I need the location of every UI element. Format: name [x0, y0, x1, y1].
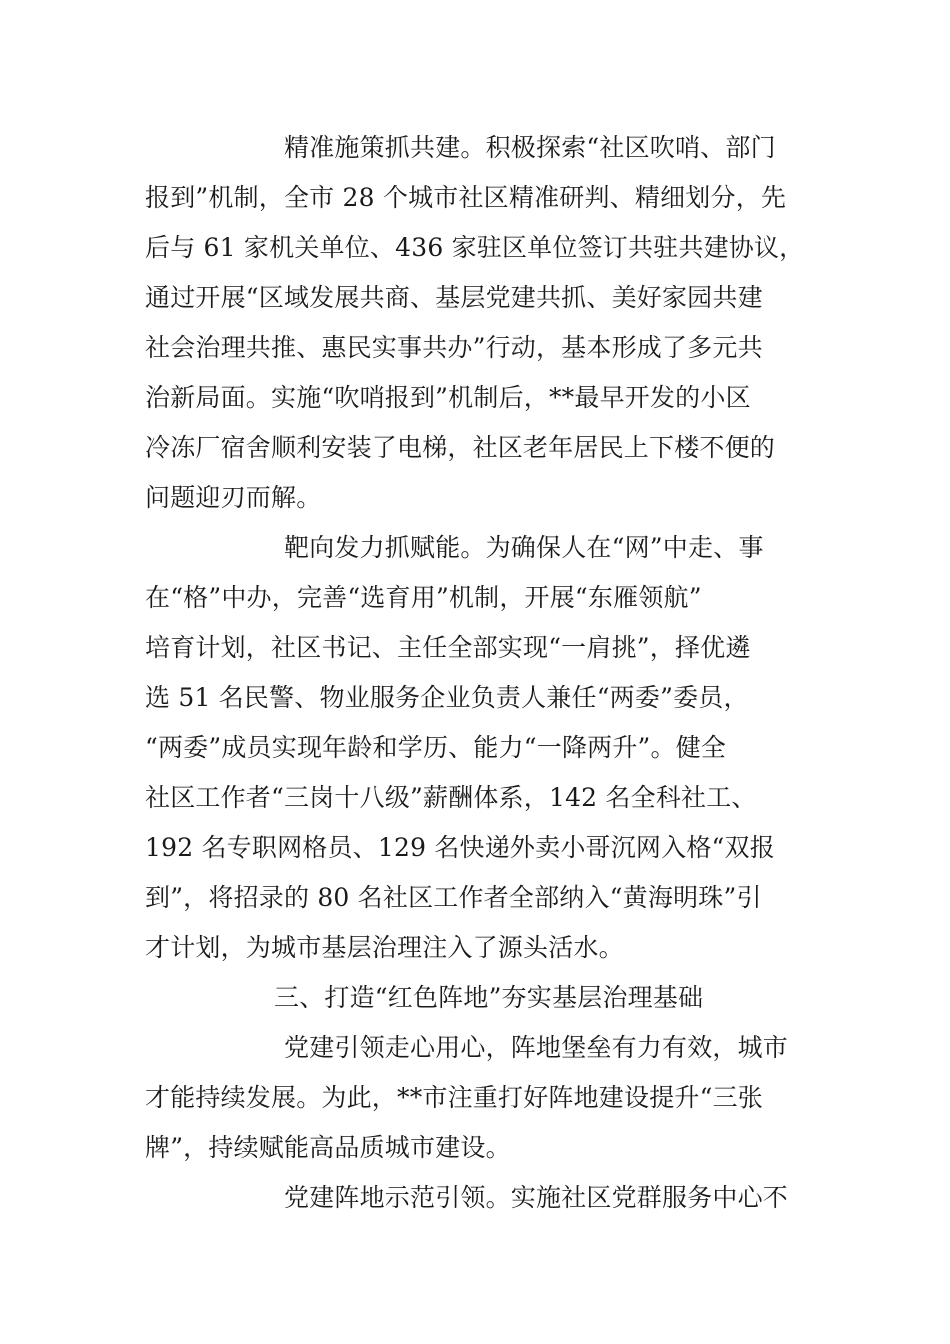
paragraph-1-line-7: 冷冻厂宿舍顺利安装了电梯，社区老年居民上下楼不便的	[145, 433, 776, 462]
paragraph-2-line-8: 到”，将招录的 80 名社区工作者全部纳入“黄海明珠”引	[145, 883, 762, 912]
paragraph-4-line-1: 党建阵地示范引领。实施社区党群服务中心不	[284, 1183, 789, 1212]
paragraph-2-line-7: 192 名专职网格员、129 名快递外卖小哥沉网入格“双报	[145, 833, 775, 862]
section-heading: 三、打造“红色阵地”夯实基层治理基础	[274, 983, 704, 1012]
paragraph-1-line-5: 社会治理共推、惠民实事共办”行动，基本形成了多元共	[145, 333, 763, 362]
paragraph-2-line-3: 培育计划，社区书记、主任全部实现“一肩挑”，择优遴	[145, 633, 751, 662]
paragraph-3-line-3: 牌”，持续赋能高品质城市建设。	[145, 1133, 511, 1162]
paragraph-1-line-4: 通过开展“区域发展共商、基层党建共抓、美好家园共建	[145, 283, 763, 312]
paragraph-3-line-2: 才能持续发展。为此，**市注重打好阵地建设提升“三张	[145, 1083, 763, 1112]
paragraph-1-line-6: 治新局面。实施“吹哨报到”机制后，**最早开发的小区	[145, 383, 751, 412]
paragraph-1-line-1: 精准施策抓共建。积极探索“社区吹哨、部门	[284, 133, 776, 162]
paragraph-1-line-2: 报到”机制，全市 28 个城市社区精准研判、精细划分，先	[145, 183, 787, 212]
paragraph-2-line-2: 在“格”中办，完善“选育用”机制，开展“东雁领航”	[145, 583, 702, 612]
paragraph-1-line-8: 问题迎刃而解。	[145, 483, 322, 512]
paragraph-2-line-6: 社区工作者“三岗十八级”薪酬体系，142 名全科社工、	[145, 783, 757, 812]
paragraph-2-line-1: 靶向发力抓赋能。为确保人在“网”中走、事	[284, 533, 764, 562]
paragraph-2-line-5: “两委”成员实现年龄和学历、能力“一降两升”。健全	[145, 733, 727, 762]
paragraph-2-line-4: 选 51 名民警、物业服务企业负责人兼任“两委”委员，	[145, 683, 749, 712]
paragraph-1-line-3: 后与 61 家机关单位、436 家驻区单位签订共驻共建协议，	[145, 233, 805, 262]
paragraph-2-line-9: 才计划，为城市基层治理注入了源头活水。	[145, 933, 624, 962]
paragraph-3-line-1: 党建引领走心用心，阵地堡垒有力有效，城市	[284, 1033, 789, 1062]
